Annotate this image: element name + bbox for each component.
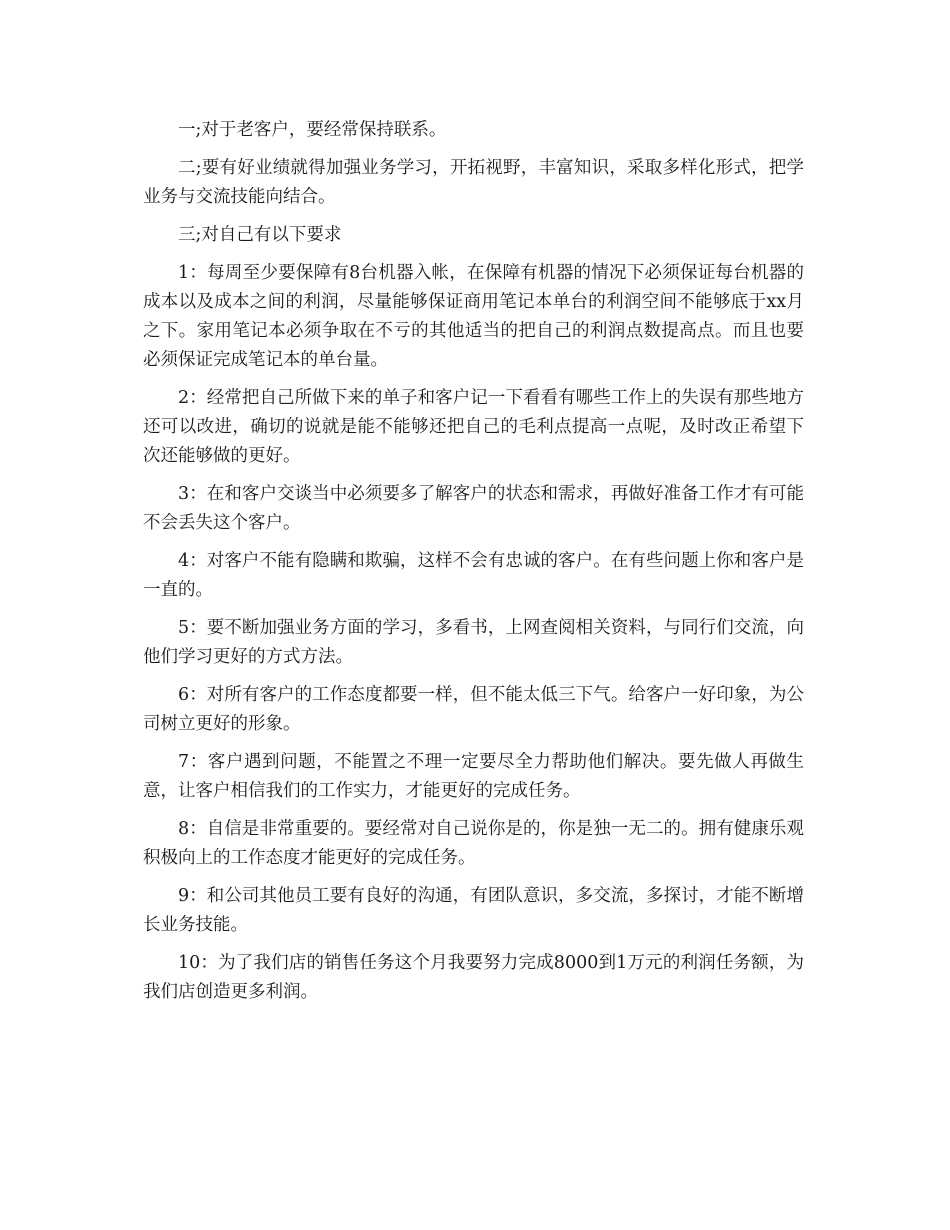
paragraph-5: 2：经常把自己所做下来的单子和客户记一下看看有哪些工作上的失误有那些地方还可以改进，确切的说就是能不能够还把自己的毛利点提高一点呢，及时改正希望下次还能够做的更好。 (143, 388, 804, 466)
paragraph-6: 3：在和客户交谈当中必须要多了解客户的状态和需求，再做好准备工作才有可能不会丢失这个客户。 (143, 484, 804, 533)
paragraph-7: 4：对客户不能有隐瞒和欺骗，这样不会有忠诚的客户。在有些问题上你和客户是一直的。 (143, 551, 804, 600)
paragraph-12: 9：和公司其他员工要有良好的沟通，有团队意识，多交流，多探讨，才能不断增长业务技能。 (143, 886, 804, 935)
paragraph-2: 二;要有好业绩就得加强业务学习，开拓视野，丰富知识，采取多样化形式，把学业务与交流技能向结合。 (143, 158, 804, 207)
paragraph-4: 1：每周至少要保障有8台机器入帐，在保障有机器的情况下必须保证每台机器的成本以及成本之间的利润，尽量能够保证商用笔记本单台的利润空间不能够底于xx月之下。家用笔记本必须争取在不亏的其他适当的把自己的利润点数提高点。而且也要必须保证完成笔记本的单台量。 (143, 263, 804, 370)
paragraph-13: 10：为了我们店的销售任务这个月我要努力完成8000到1万元的利润任务额，为我们店创造更多利润。 (143, 953, 804, 1002)
paragraph-11: 8：自信是非常重要的。要经常对自己说你是的，你是独一无二的。拥有健康乐观积极向上的工作态度才能更好的完成任务。 (143, 819, 804, 868)
paragraph-9: 6：对所有客户的工作态度都要一样，但不能太低三下气。给客户一好印象，为公司树立更好的形象。 (143, 685, 804, 734)
paragraph-10: 7：客户遇到问题，不能置之不理一定要尽全力帮助他们解决。要先做人再做生意，让客户相信我们的工作实力，才能更好的完成任务。 (143, 752, 804, 801)
paragraph-8: 5：要不断加强业务方面的学习，多看书，上网查阅相关资料，与同行们交流，向他们学习更好的方式方法。 (143, 618, 804, 667)
paragraph-1: 一;对于老客户，要经常保持联系。 (178, 120, 447, 140)
paragraph-3: 三;对自己有以下要求 (178, 225, 342, 245)
